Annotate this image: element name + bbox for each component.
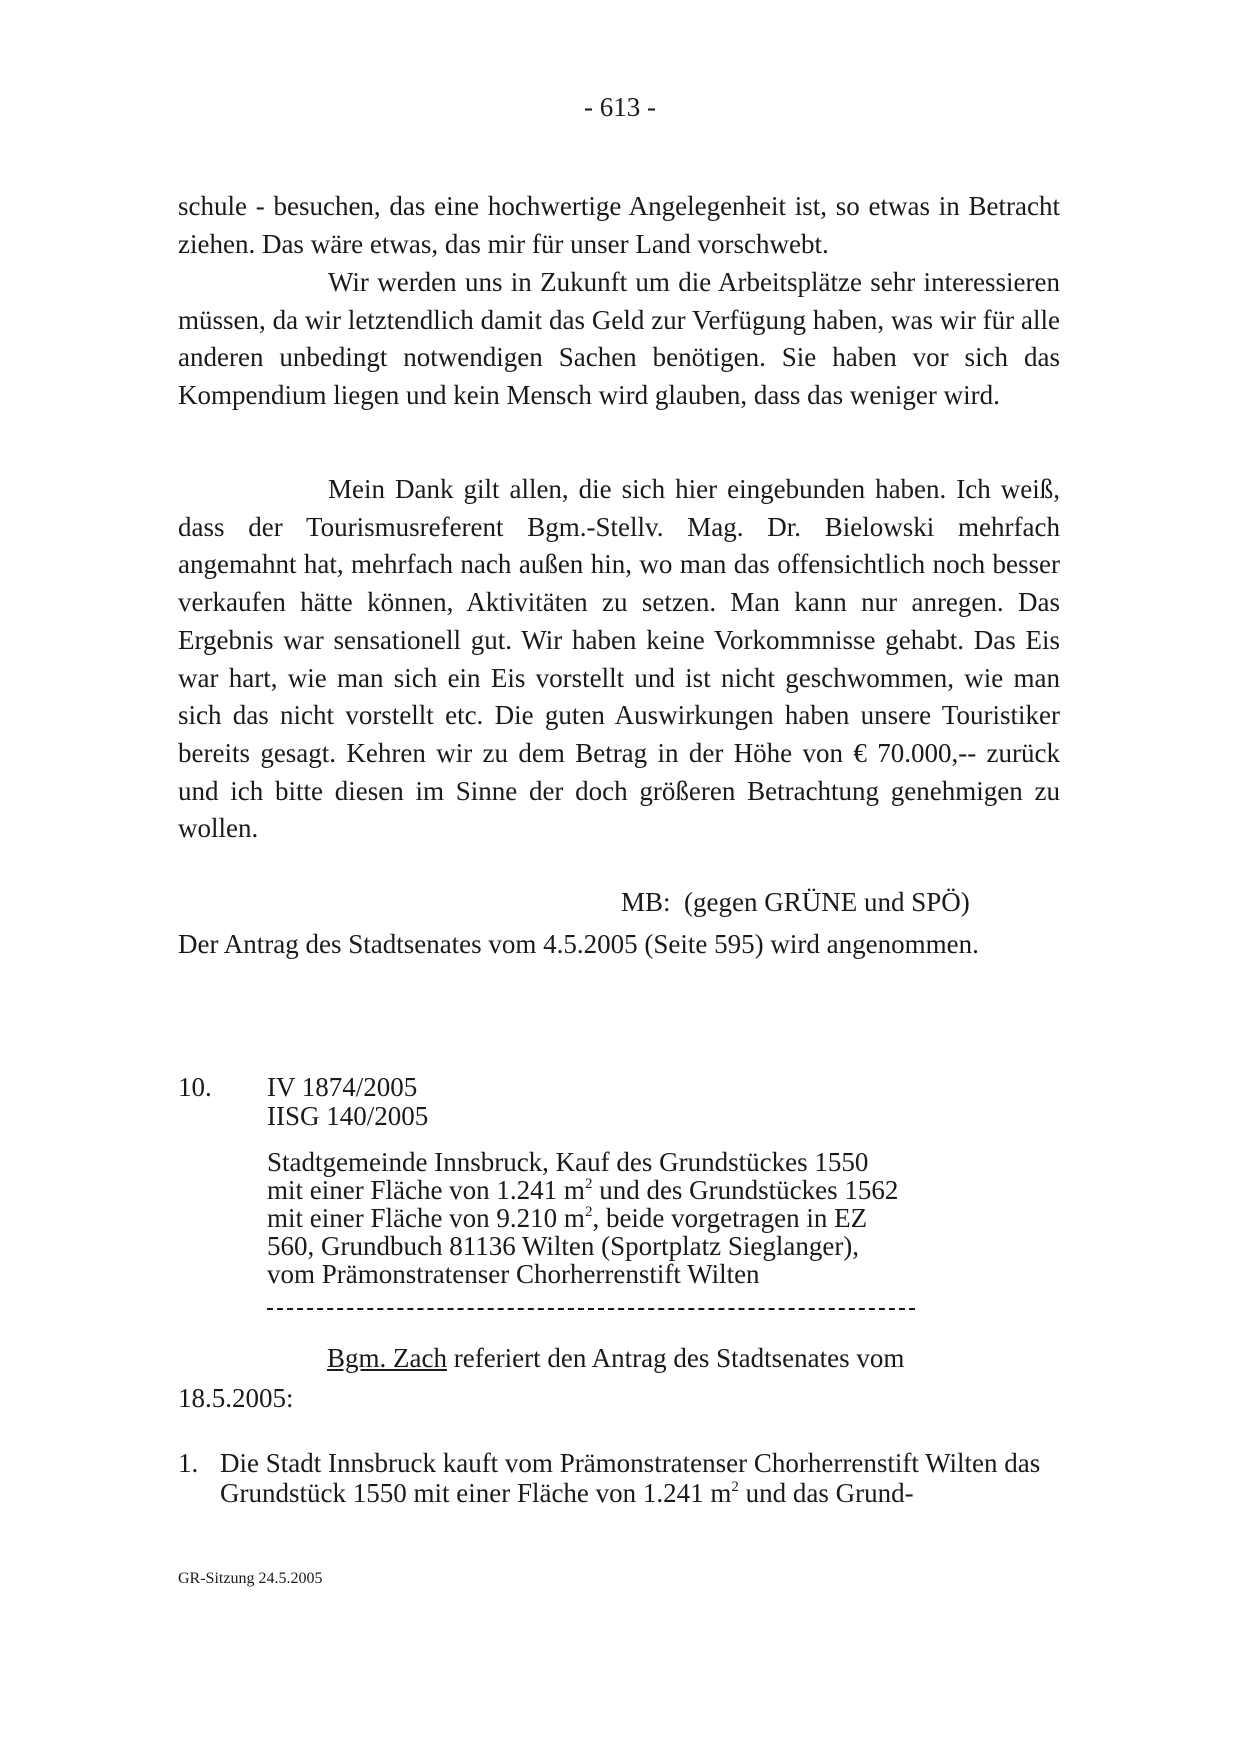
rapporteur-text: referiert den Antrag des Stadtsenates vom [446, 1343, 905, 1373]
rapporteur-line [327, 1341, 904, 1375]
paragraph-jobs: Wir werden uns in Zukunft um die Arbeitsplätze sehr interessieren müssen, da wir letztendlich damit das Geld zur Verfügung haben, was wir für alle anderen unbedingt notwendigen Sachen benötigen. Sie haben vor sich das Kompendium liegen und kein Mensch wird glauben, dass das weniger wird. [178, 267, 1060, 411]
resolution-text: Der Antrag des Stadtsenates vom 4.5.2005 (Seite 595) wird angenommen. [178, 929, 979, 959]
agenda-item-subject: Stadtgemeinde Innsbruck, Kauf des Grundstückes 1550 mit einer Fläche von 1.241 $m^2$ und des Grundstückes 1562 mit einer Fläche von 9.210 $m^2$, beide vorgetragen in EZ 560, Grundbuch 81136 Wilten (Sportplatz Sieglanger), vom Prämonstratenser Chorherrenstift Wilten [267, 1147, 899, 1289]
motion-point-text: Die Stadt Innsbruck kauft vom Prämonstratenser Chorherrenstift Wilten das Grundstück 1550 mit einer Fläche von 1.241 $m^2$ und das Grund- [220, 1448, 1041, 1508]
vote-result [621, 884, 970, 920]
vote-detail: (gegen GRÜNE und SPÖ) [684, 887, 970, 917]
paragraph-thanks: Mein Dank gilt allen, die sich hier eingebunden haben. Ich weiß, dass der Tourismusreferent Bgm.-Stellv. Mag. Dr. Bielowski mehrfach angemahnt hat, mehrfach nach außen hin, wo man das offensichtlich noch besser verkaufen hätte können, Aktivitäten zu setzen. Man kann nur anregen. Das Ergebnis war sensationell gut. Wir haben keine Vorkommnisse gehabt. Das Eis war hart, wie man sich ein Eis vorstellt und ist nicht geschwommen, wie man sich das nicht vorstellt etc. Die guten Auswirkungen haben unsere Touristiker bereits gesagt. Kehren wir zu dem Betrag in der Höhe von € 70.000,-- zurück und ich bitte diesen im Sinne der doch größeren Betrachtung genehmigen zu wollen. [178, 474, 1060, 844]
page-number: - 613 - [584, 92, 656, 122]
motion-point-number: 1. [178, 1448, 199, 1478]
page-footer: GR-Sitzung 24.5.2005 [178, 1570, 323, 1587]
motion-date: 18.5.2005: [178, 1383, 294, 1413]
vote-label: MB: [621, 887, 671, 917]
file-reference-1: IV 1874/2005 [267, 1072, 418, 1102]
file-reference-2: IISG 140/2005 [267, 1101, 429, 1131]
paragraph-continuation: schule - besuchen, das eine hochwertige Angelegenheit ist, so etwas in Betracht ziehen. Das wäre etwas, das mir für unser Land vorschwebt. [178, 191, 1060, 259]
dashed-separator [267, 1308, 915, 1312]
agenda-item-number: 10. [178, 1072, 212, 1102]
rapporteur-name: Bgm. Zach [327, 1343, 447, 1373]
